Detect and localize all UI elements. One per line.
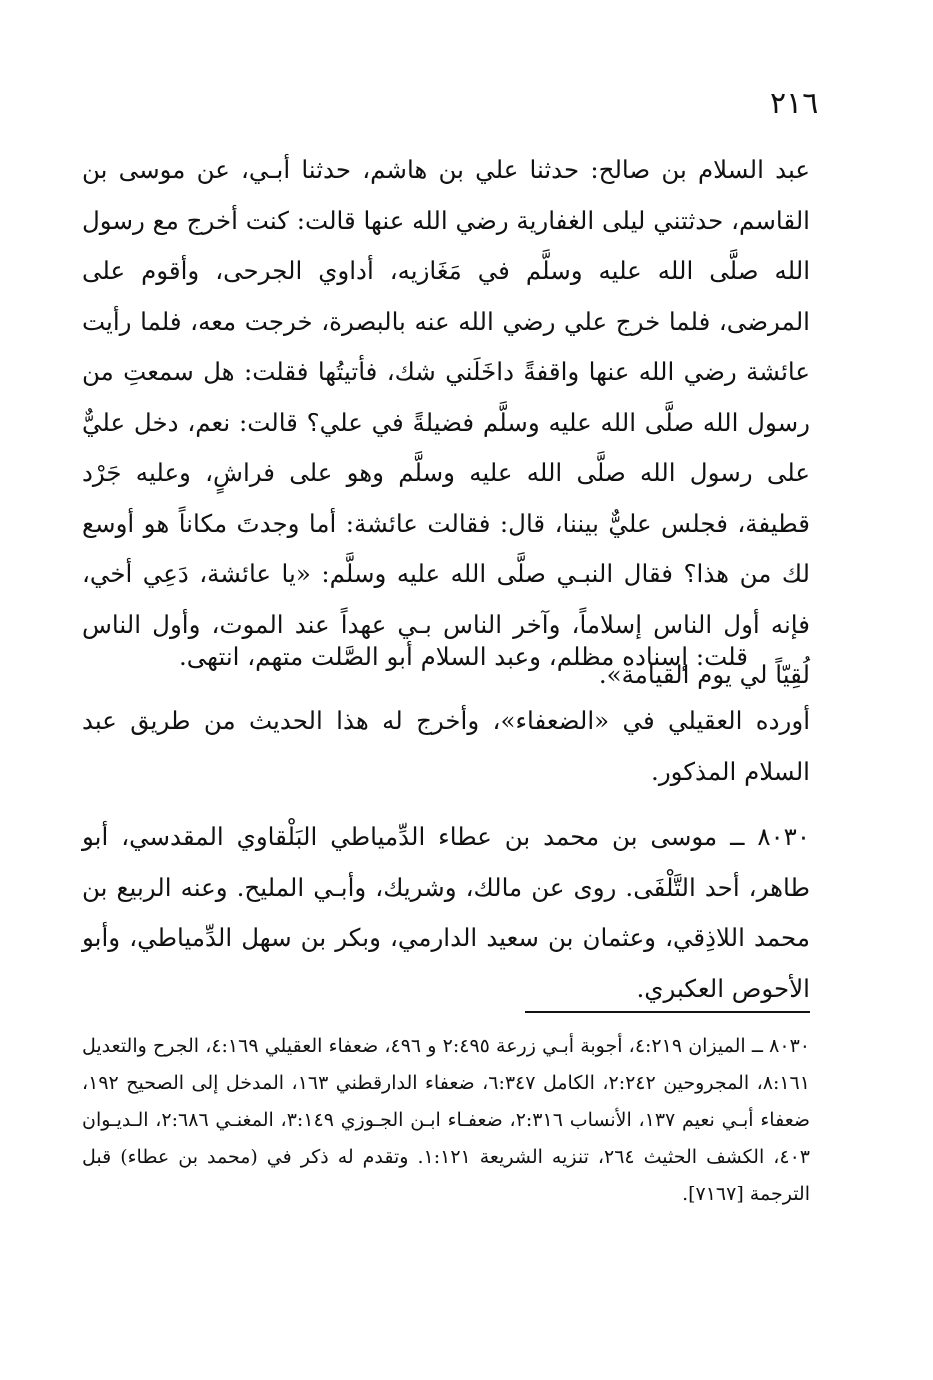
paragraph-entry-8030: ٨٠٣٠ ــ موسى بن محمد بن عطاء الدِّمياطي البَلْقاوي المقدسي، أبو طاهر، أحد التَّلْفَى. روى عن مالك، وشريك، وأبـي المليح. وعنه الربيع بن محمد اللاذِقي، وعثمان بن سعيد الدارمي، وبكر بن سهل الدِّمياطي، وأبو الأحوص العكبري. [82,822,810,1003]
page-number: ٢١٦ [770,86,819,121]
footnote: ٨٠٣٠ ــ الميزان ٤:٢١٩، أجوبة أبـي زرعة ٢:٤٩٥ و ٤٩٦، ضعفاء العقيلي ٤:١٦٩، الجرح والتعديل ٨:١٦١، المجروحين ٢:٢٤٢، الكامل ٦:٣٤٧، ضعفاء الدارقطني ١٦٣، المدخل إلى الصحيح ١٩٢، ضعفاء أبـي نعيم ١٣٧، الأنساب ٢:٣١٦، ضعفـاء ابـن الجـوزي ٣:١٤٩، المغنـي ٢:٦٨٦، الـديـوان ٤٠٣، الكشف الحثيث ٢٦٤، تنزيه الشريعة ١:١٢١. وتقدم له ذكر في (محمد بن عطاء) قبل الترجمة [٧١٦٧]. [82,1035,810,1205]
paragraph-hadith-narration: عبد السلام بن صالح: حدثنا علي بن هاشم، حدثنا أبـي، عن موسى بن القاسم، حدثتني ليلى الغفارية رضي الله عنها قالت: كنت أخرج مع رسول الله صلَّى الله عليه وسلَّم في مَغَازيه، أداوي الجرحى، وأقوم على المرضى، فلما خرج علي رضي الله عنه بالبصرة، خرجت معه، فلما رأيت عائشة رضي الله عنها واقفةً داخَلَني شك، فأتيتُها فقلت: هل سمعتِ من رسول الله صلَّى الله عليه وسلَّم فضيلةً في علي؟ قالت: نعم، دخل عليٌّ على رسول الله صلَّى الله عليه وسلَّم وهو على فراشٍ، وعليه جَرْد قطيفة، فجلس عليٌّ بيننا، قال: فقالت عائشة: أما وجدتَ مكاناً هو أوسع لك من هذا؟ فقال النبـي صلَّى الله عليه وسلَّم: «يا عائشة، دَعِي أخي، فإنه أول الناس إسلاماً، وآخر الناس بـي عهداً عند الموت، وأول الناس لُقِيّاً لي يوم القيامة». [82,155,810,689]
paragraph-aqili-note: أورده العقيلي في «الضعفاء»، وأخرج له هذا الحديث من طريق عبد السلام المذكور. [82,706,810,786]
footnote-divider [525,1011,810,1013]
paragraph-author-comment: قلت: إسناده مظلم، وعبد السلام أبو الصَّلت متهم، انتهى. [178,642,748,671]
